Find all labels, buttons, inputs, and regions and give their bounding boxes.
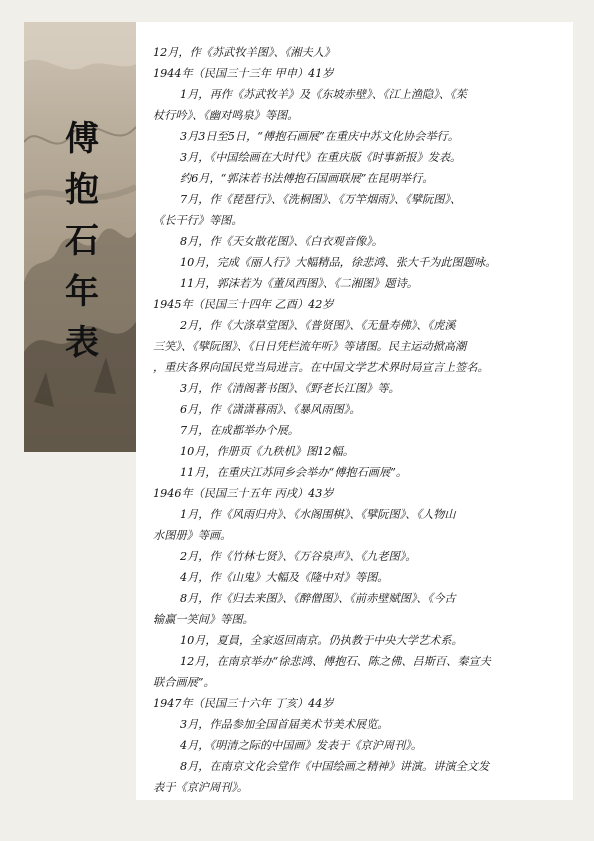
text-line: 2月，作《竹林七贤》、《万谷泉声》、《九老图》。 xyxy=(180,550,417,563)
text-line: 1947年（民国三十六年 丁亥）44岁 xyxy=(153,697,334,710)
text-line: 《长干行》等图。 xyxy=(153,214,243,227)
text-line: 4月，《明清之际的中国画》发表于《京沪周刊》。 xyxy=(180,739,423,752)
text-line: 6月，作《潇潇暮雨》、《暴风雨图》。 xyxy=(180,403,361,416)
title-banner xyxy=(24,22,136,452)
text-line: 10月，完成《丽人行》大幅精品，徐悲鸿、张大千为此图题咏。 xyxy=(180,256,497,269)
text-line: 3月3日至5日，“傅抱石画展”在重庆中苏文化协会举行。 xyxy=(180,130,459,143)
text-line: 约6月，“郭沫若书法傅抱石国画联展”在昆明举行。 xyxy=(180,172,434,185)
text-line: 12月，作《苏武牧羊图》、《湘夫人》 xyxy=(153,46,336,59)
text-line: 11月，郭沫若为《董凤西图》、《二湘图》题诗。 xyxy=(180,277,418,290)
banner-title-char: 年 xyxy=(65,272,99,312)
banner-title-char: 表 xyxy=(65,323,99,363)
text-line: 1946年（民国三十五年 丙戌）43岁 xyxy=(153,487,334,500)
text-line: 10月，夏員，全家返回南京。仍执教于中央大学艺术系。 xyxy=(180,634,463,647)
text-line: 8月，作《归去来图》、《醉僧图》、《前赤壁赋图》、《今古 xyxy=(180,592,456,605)
text-line: 3月，《中国绘画在大时代》在重庆版《时事新报》发表。 xyxy=(180,151,462,164)
text-line: 2月，作《大涤草堂图》、《普贤图》、《无量寿佛》、《虎溪 xyxy=(180,319,456,332)
text-line: 3月，作品参加全国首届美术节美术展览。 xyxy=(180,718,389,731)
text-line: 8月，作《天女散花图》、《白衣观音像》。 xyxy=(180,235,383,248)
text-line: 3月，作《清阁著书图》、《野老长江图》等。 xyxy=(180,382,400,395)
text-line: 表于《京沪周刊》。 xyxy=(153,781,249,794)
text-line: 1945年（民国三十四年 乙酉）42岁 xyxy=(153,298,334,311)
text-line: 12月，在南京举办“徐悲鸿、傅抱石、陈之佛、吕斯百、秦宣夫 xyxy=(180,655,491,668)
text-line: 输赢一笑间》等图。 xyxy=(153,613,254,626)
chronology-text xyxy=(153,42,571,798)
banner-title-char: 石 xyxy=(65,221,99,261)
text-line: 1月，再作《苏武牧羊》及《东坡赤壁》、《江上渔隐》、《茱 xyxy=(180,88,467,101)
banner-title-char: 抱 xyxy=(65,170,99,210)
text-line: 10月，作册页《九秩机》图12幅。 xyxy=(180,445,354,458)
text-line: 7月，作《琵琶行》、《洗桐图》、《万竿烟雨》、《擘阮图》、 xyxy=(180,193,462,206)
banner-title xyxy=(60,114,104,369)
text-line: ，重庆各界向国民党当局进言。在中国文学艺术界时局宣言上签名。 xyxy=(153,361,489,374)
text-line: 4月，作《山鬼》大幅及《隆中对》等图。 xyxy=(180,571,389,584)
text-line: 11月，在重庆江苏同乡会举办“傅抱石画展”。 xyxy=(180,466,408,479)
text-line: 水图册》等画。 xyxy=(153,529,232,542)
text-line: 1月，作《风雨归舟》、《水阁围棋》、《擘阮图》、《人物山 xyxy=(180,508,456,521)
text-line: 三笑》、《擘阮图》、《日日凭栏流年听》等诸图。民主运动掀高潮 xyxy=(153,340,467,353)
text-line: 杖行吟》、《幽对鸣泉》等图。 xyxy=(153,109,299,122)
text-line: 7月，在成都举办个展。 xyxy=(180,424,299,437)
banner-title-char: 傅 xyxy=(65,119,99,159)
text-line: 联合画展”。 xyxy=(153,676,215,689)
text-line: 1944年（民国三十三年 甲申）41岁 xyxy=(153,67,334,80)
text-line: 8月，在南京文化会堂作《中国绘画之精神》讲演。讲演全文发 xyxy=(180,760,490,773)
